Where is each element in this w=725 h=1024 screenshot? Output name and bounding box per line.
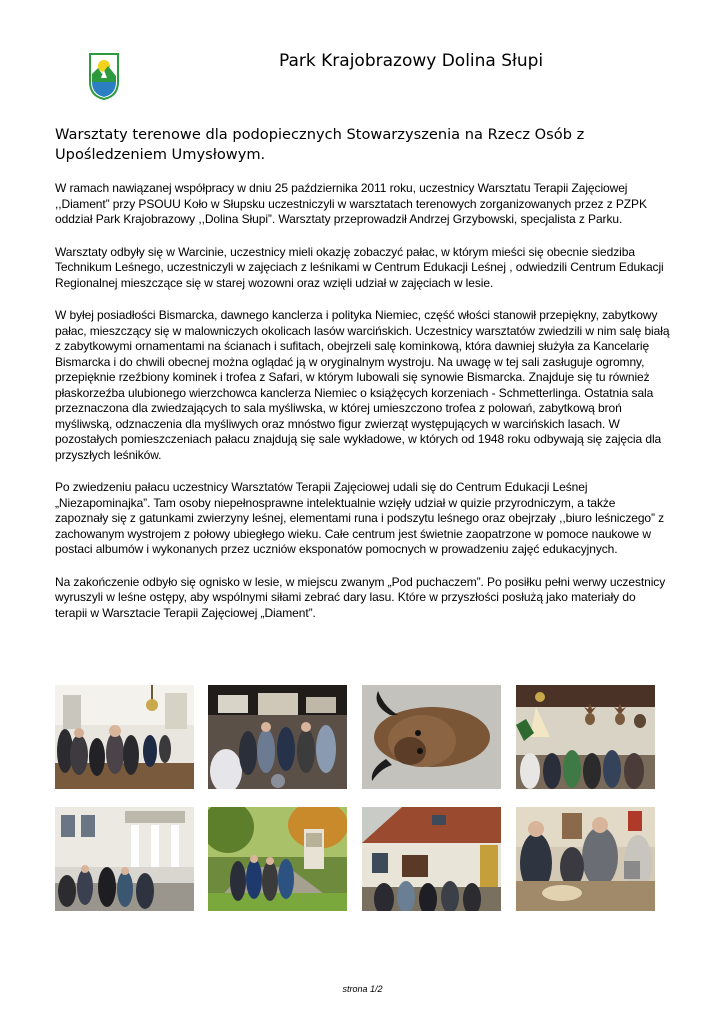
photo-palace-entrance-group [55, 807, 194, 911]
photo-education-centre-building [362, 807, 501, 911]
article-title: Warsztaty terenowe dla podopiecznych Stowarzyszenia na Rzecz Osób z Upośledzeniem Umysłowym. [55, 126, 585, 163]
photo-forest-path-group [208, 807, 347, 911]
paragraph: Po zwiedzeniu pałacu uczestnicy Warsztatów Terapii Zajęciowej udali się do Centrum Edukacji Leśnej „Niezapominajka”. Tam osoby niepełnosprawne intelektualnie wzięły udział w quizie przyrodniczym, a także zapoznały się z gatunkami zwierzyny leśnej, elementami runa i podszytu leśnego oraz obejrzały ,,biuro leśniczego” z zachowanym wystrojem z połowy ubiegłego wieku. Całe centrum jest świetnie zaopatrzone w pomoce naukowe w postaci albumów i wykonanych przez uczniów eksponatów pomocnych w prowadzeniu zajęć edukacyjnych. [55, 480, 665, 556]
article-body [55, 181, 670, 638]
paragraph: W byłej posiadłości Bismarcka, dawnego kanclerza i polityka Niemiec, część włości stanowił przepiękny, zabytkowy pałac, mieszczący się w malowniczych okolicach lasów warcińskich. Uczestnicy warsztatów zwiedzili w nim salę białą z zabytkowymi ornamentami na ścianach i sufitach, obejrzeli salę kominkową, która dawniej służyła za Kancelarię Bismarcka i do chwili obecnej można oglądać ją w oryginalnym wystroju. Na uwagę w tej sali zasługuje ogromny, przepięknie rzeźbiony kominek i trofea z Safari, w którym lubowali się synowie Bismarcka. Znajduje się tu również płaskorzeźba ulubionego wierzchowca kanclerza Niemiec o książęcych korzeniach - Schmetterlinga. Ostatnia sala przeznaczona dla zwiedzających to sala myśliwska, w której umieszczono trofea z polowań, zabytkową broń myśliwską, odznaczenia dla myśliwych oraz mnóstwo figur zwierząt występujących w warcińskich lasach. W pozostałych pomieszczeniach pałacu znajdują się sale wykładowe, w których od 1948 roku odbywają się zajęcia dla przyszłych leśników. [55, 308, 670, 462]
photo-bison-head-trophy [362, 685, 501, 789]
photo-fireplace-room-group [208, 685, 347, 789]
photo-hunting-room-trophies [516, 685, 655, 789]
park-logo [86, 52, 122, 100]
paragraph: W ramach nawiązanej współpracy w dniu 25 października 2011 roku, uczestnicy Warsztatu Terapii Zajęciowej ,,Diament” przy PSOUU Koło w Słupsku uczestniczyli w warsztatach terenowych zorganizowanych przez z PZPK oddział Park Krajobrazowy ,,Dolina Słupi”. Warsztaty przeprowadził Andrzej Grzybowski, specjalista z Parku. [55, 181, 647, 226]
photo-gallery [55, 685, 655, 911]
page-number: strona 1/2 [342, 984, 383, 994]
photo-white-hall-group [55, 685, 194, 789]
photo-foresters-office-group [516, 807, 655, 911]
sun-tree-logo-icon [86, 52, 122, 100]
paragraph: Warsztaty odbyły się w Warcinie, uczestnicy mieli okazję zobaczyć pałac, w którym mieści się obecnie siedziba Technikum Leśnego, uczestniczyli w zajęciach z leśnikami w Centrum Edukacji Leśnej , odwiedzili Centrum Edukacji Regionalnej mieszczące się w starej wozowni oraz wzięli udział w zajęciach w lesie. [55, 244, 664, 290]
paragraph: Na zakończenie odbyło się ognisko w lesie, w miejscu zwanym „Pod puchaczem”. Po posiłku pełni werwy uczestnicy wyruszyli w leśne ostępy, aby wspólnymi siłami zebrać dary lasu. Które w przyszłości posłużą jako materiały do terapii w Warsztacie Terapii Zajęciowej „Diament”. [55, 574, 666, 620]
page-header-title: Park Krajobrazowy Dolina Słupi [279, 51, 544, 71]
